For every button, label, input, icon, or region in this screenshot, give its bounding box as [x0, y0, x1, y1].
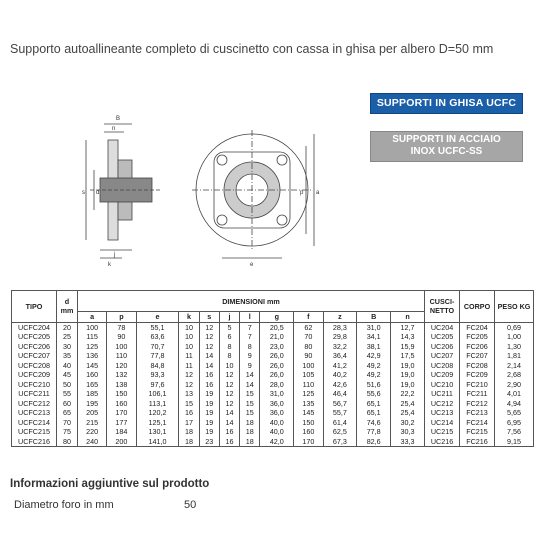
table-cell: 26,0: [260, 370, 294, 380]
label-k: k: [108, 262, 111, 268]
table-cell: 15,9: [391, 342, 425, 352]
table-cell: 13: [179, 389, 199, 399]
page-title: Supporto autoallineante completo di cuscinetto con cassa in ghisa per albero D=50 mm: [10, 42, 494, 56]
table-cell: 77,8: [136, 351, 179, 361]
table-cell: 70: [294, 332, 323, 342]
table-cell: 215: [78, 418, 107, 428]
table-cell: 170: [294, 437, 323, 447]
table-cell: 32,2: [323, 342, 357, 352]
table-cell: 93,3: [136, 370, 179, 380]
table-cell: 14: [240, 380, 260, 390]
table-cell: 19: [199, 399, 219, 409]
table-cell: 35: [57, 351, 78, 361]
table-cell: 14: [199, 361, 219, 371]
table-cell: 25,4: [391, 408, 425, 418]
table-cell: 28,3: [323, 322, 357, 332]
table-cell: 16: [199, 370, 219, 380]
table-cell: 16: [219, 427, 239, 437]
table-cell: 30,2: [391, 418, 425, 428]
table-cell: 25,4: [391, 399, 425, 409]
table-cell: 55,1: [136, 322, 179, 332]
table-cell: 45: [57, 370, 78, 380]
table-cell: 135: [294, 399, 323, 409]
table-cell: 7,56: [495, 427, 534, 437]
table-cell: 120,2: [136, 408, 179, 418]
table-row: [12, 370, 534, 380]
table-cell: FC213: [460, 408, 495, 418]
table-cell: UCFC210: [12, 380, 57, 390]
table-cell: 165: [78, 380, 107, 390]
table-cell: 19,0: [391, 370, 425, 380]
table-cell: UC216: [425, 437, 460, 447]
label-j: j: [114, 252, 116, 258]
table-cell: 1,81: [495, 351, 534, 361]
table-cell: 14,3: [391, 332, 425, 342]
table-cell: FC216: [460, 437, 495, 447]
supporti-ghisa-button[interactable]: [370, 93, 523, 114]
table-cell: 19: [199, 389, 219, 399]
table-cell: 22,2: [391, 389, 425, 399]
table-row: [12, 399, 534, 409]
table-cell: 6: [219, 332, 239, 342]
table-cell: 36,4: [323, 351, 357, 361]
table-cell: 20,5: [260, 322, 294, 332]
table-cell: 16: [179, 408, 199, 418]
table-cell: UC210: [425, 380, 460, 390]
table-row: [12, 408, 534, 418]
table-cell: 115: [78, 332, 107, 342]
table-cell: 12: [179, 370, 199, 380]
table-cell: UCFC208: [12, 361, 57, 371]
table-cell: 70: [57, 418, 78, 428]
table-cell: 100: [78, 322, 107, 332]
table-cell: UCFC211: [12, 389, 57, 399]
table-cell: 19: [199, 408, 219, 418]
table-cell: 19: [199, 418, 219, 428]
table-cell: 55,7: [323, 408, 357, 418]
table-cell: FC205: [460, 332, 495, 342]
table-cell: 15: [240, 389, 260, 399]
table-cell: 150: [294, 418, 323, 428]
table-cell: 9: [240, 351, 260, 361]
table-cell: 120: [107, 361, 136, 371]
info-title: Informazioni aggiuntive sul prodotto: [10, 478, 210, 490]
table-cell: 15: [179, 399, 199, 409]
table-cell: FC215: [460, 427, 495, 437]
table-cell: 19,0: [391, 361, 425, 371]
table-row: [12, 351, 534, 361]
table-cell: 40,0: [260, 427, 294, 437]
table-row: [12, 361, 534, 371]
info-value: 50: [184, 499, 197, 511]
table-cell: 220: [78, 427, 107, 437]
table-cell: UC211: [425, 389, 460, 399]
table-row: [12, 389, 534, 399]
table-row: [12, 380, 534, 390]
table-cell: 17,5: [391, 351, 425, 361]
table-cell: 125: [294, 389, 323, 399]
table-cell: 42,0: [260, 437, 294, 447]
table-cell: 12: [199, 342, 219, 352]
table-cell: 2,90: [495, 380, 534, 390]
table-cell: 8: [219, 342, 239, 352]
table-cell: 36,0: [260, 399, 294, 409]
table-cell: 7: [240, 332, 260, 342]
table-cell: 130,1: [136, 427, 179, 437]
th-dim-3: k: [179, 312, 199, 323]
table-cell: 106,1: [136, 389, 179, 399]
table-cell: 23: [199, 437, 219, 447]
th-dim-5: j: [219, 312, 239, 323]
table-cell: UCFC207: [12, 351, 57, 361]
spec-table: [11, 290, 534, 447]
table-cell: 55: [57, 389, 78, 399]
table-cell: FC212: [460, 399, 495, 409]
label-p: p: [300, 190, 304, 196]
table-cell: 65,1: [357, 399, 391, 409]
table-cell: 62: [294, 322, 323, 332]
table-row: [12, 427, 534, 437]
table-cell: 62,5: [323, 427, 357, 437]
supporti-acciaio-label-1: SUPPORTI IN ACCIAIO: [392, 134, 501, 145]
table-cell: 31,0: [260, 389, 294, 399]
table-cell: 20: [57, 322, 78, 332]
table-cell: 14: [240, 370, 260, 380]
table-row: [12, 418, 534, 428]
table-cell: 42,9: [357, 351, 391, 361]
th-corpo: CORPO: [460, 291, 495, 323]
table-cell: 200: [107, 437, 136, 447]
table-cell: 19: [199, 427, 219, 437]
table-cell: 5,65: [495, 408, 534, 418]
table-cell: 10: [179, 342, 199, 352]
table-cell: 49,2: [357, 361, 391, 371]
label-e: e: [250, 262, 254, 268]
table-cell: 12: [219, 399, 239, 409]
table-cell: 240: [78, 437, 107, 447]
th-dim-7: g: [260, 312, 294, 323]
table-cell: FC211: [460, 389, 495, 399]
table-cell: 141,0: [136, 437, 179, 447]
table-cell: 105: [294, 370, 323, 380]
table-cell: UC204: [425, 322, 460, 332]
th-dim-11: n: [391, 312, 425, 323]
table-cell: 18: [179, 427, 199, 437]
th-dim-8: f: [294, 312, 323, 323]
table-cell: 12,7: [391, 322, 425, 332]
table-cell: 185: [78, 389, 107, 399]
table-cell: 12: [199, 322, 219, 332]
table-cell: 160: [107, 399, 136, 409]
table-cell: UC213: [425, 408, 460, 418]
table-cell: FC214: [460, 418, 495, 428]
bolt-hole-1: [217, 155, 227, 165]
table-cell: 84,8: [136, 361, 179, 371]
table-row: [12, 322, 534, 332]
table-cell: UC206: [425, 342, 460, 352]
table-cell: 0,69: [495, 322, 534, 332]
table-cell: 56,7: [323, 399, 357, 409]
th-d-label: d: [64, 297, 70, 307]
table-cell: 12: [179, 380, 199, 390]
table-cell: 30: [57, 342, 78, 352]
table-cell: 30,3: [391, 427, 425, 437]
table-cell: 10: [179, 332, 199, 342]
th-dimensioni: DIMENSIONI mm: [78, 291, 425, 312]
table-cell: 61,4: [323, 418, 357, 428]
table-cell: 74,6: [357, 418, 391, 428]
table-cell: UCFC216: [12, 437, 57, 447]
label-a: a: [316, 190, 320, 196]
table-cell: UCFC214: [12, 418, 57, 428]
table-cell: 1,00: [495, 332, 534, 342]
table-cell: 42,6: [323, 380, 357, 390]
table-cell: UC212: [425, 399, 460, 409]
table-cell: UC207: [425, 351, 460, 361]
table-cell: 12: [219, 370, 239, 380]
table-cell: UCFC215: [12, 427, 57, 437]
th-dim-4: s: [199, 312, 219, 323]
table-cell: 160: [294, 427, 323, 437]
table-cell: 110: [107, 351, 136, 361]
table-cell: 75: [57, 427, 78, 437]
th-dim-9: z: [323, 312, 357, 323]
label-d: d: [96, 190, 100, 196]
table-cell: 18: [240, 437, 260, 447]
table-cell: 78: [107, 322, 136, 332]
table-cell: 29,8: [323, 332, 357, 342]
table-cell: UCFC212: [12, 399, 57, 409]
table-cell: 18: [240, 427, 260, 437]
table-cell: UCFC204: [12, 322, 57, 332]
table-cell: 8: [219, 351, 239, 361]
table-cell: 5: [219, 322, 239, 332]
table-cell: 15: [240, 408, 260, 418]
table-cell: 2,68: [495, 370, 534, 380]
table-cell: 36,0: [260, 408, 294, 418]
table-cell: 12: [219, 389, 239, 399]
supporti-acciaio-button[interactable]: [370, 131, 523, 162]
table-cell: 14: [219, 418, 239, 428]
table-cell: 184: [107, 427, 136, 437]
table-cell: 100: [294, 361, 323, 371]
table-cell: 100: [107, 342, 136, 352]
table-cell: 10: [179, 322, 199, 332]
table-cell: 18: [240, 418, 260, 428]
table-cell: UC215: [425, 427, 460, 437]
table-cell: 125,1: [136, 418, 179, 428]
th-dim-0: a: [78, 312, 107, 323]
table-cell: 23,0: [260, 342, 294, 352]
table-cell: UCFC206: [12, 342, 57, 352]
table-cell: 40,2: [323, 370, 357, 380]
table-cell: 63,6: [136, 332, 179, 342]
table-cell: 77,8: [357, 427, 391, 437]
table-cell: 50: [57, 380, 78, 390]
table-cell: 11: [179, 361, 199, 371]
table-cell: 46,4: [323, 389, 357, 399]
th-d-unit: mm: [60, 306, 74, 316]
table-cell: 82,6: [357, 437, 391, 447]
table-cell: 8: [240, 342, 260, 352]
label-b: B: [116, 116, 121, 122]
table-cell: FC206: [460, 342, 495, 352]
table-cell: 6,95: [495, 418, 534, 428]
th-dim-10: B: [357, 312, 391, 323]
table-cell: 21,0: [260, 332, 294, 342]
th-peso: PESO KG: [495, 291, 534, 323]
th-dim-1: p: [107, 312, 136, 323]
table-row: [12, 332, 534, 342]
table-cell: FC210: [460, 380, 495, 390]
table-cell: 145: [78, 361, 107, 371]
table-cell: 70,7: [136, 342, 179, 352]
table-cell: 65: [57, 408, 78, 418]
table-cell: 25: [57, 332, 78, 342]
table-cell: 150: [107, 389, 136, 399]
table-cell: 33,3: [391, 437, 425, 447]
table-cell: 80: [294, 342, 323, 352]
table-cell: 31,0: [357, 322, 391, 332]
table-cell: 18: [179, 437, 199, 447]
table-cell: 132: [107, 370, 136, 380]
table-row: [12, 437, 534, 447]
table-cell: 2,14: [495, 361, 534, 371]
table-cell: UCFC209: [12, 370, 57, 380]
table-cell: 9: [240, 361, 260, 371]
table-cell: 97,6: [136, 380, 179, 390]
table-cell: 4,94: [495, 399, 534, 409]
table-cell: 12: [219, 380, 239, 390]
supporti-acciaio-label-2: INOX UCFC-SS: [410, 146, 483, 157]
table-cell: 19,0: [391, 380, 425, 390]
table-cell: 7: [240, 322, 260, 332]
label-n: n: [112, 126, 116, 132]
table-cell: 15: [240, 399, 260, 409]
table-cell: 170: [107, 408, 136, 418]
table-cell: UC214: [425, 418, 460, 428]
table-cell: 40: [57, 361, 78, 371]
table-cell: 67,3: [323, 437, 357, 447]
table-cell: 177: [107, 418, 136, 428]
table-cell: UC205: [425, 332, 460, 342]
table-cell: 11: [179, 351, 199, 361]
bolt-hole-2: [277, 155, 287, 165]
table-cell: 195: [78, 399, 107, 409]
table-cell: 65,1: [357, 408, 391, 418]
table-cell: 90: [107, 332, 136, 342]
th-d: [57, 291, 78, 323]
table-cell: 1,30: [495, 342, 534, 352]
table-cell: FC209: [460, 370, 495, 380]
table-cell: 41,2: [323, 361, 357, 371]
table-cell: 51,6: [357, 380, 391, 390]
table-cell: 205: [78, 408, 107, 418]
table-cell: 80: [57, 437, 78, 447]
table-cell: 28,0: [260, 380, 294, 390]
table-cell: 16: [199, 380, 219, 390]
table-cell: 125: [78, 342, 107, 352]
table-row: [12, 342, 534, 352]
table-cell: 17: [179, 418, 199, 428]
table-cell: 34,1: [357, 332, 391, 342]
bolt-hole-4: [277, 215, 287, 225]
info-label: Diametro foro in mm: [14, 499, 114, 511]
table-cell: 160: [78, 370, 107, 380]
table-cell: 40,0: [260, 418, 294, 428]
th-dim-6: l: [240, 312, 260, 323]
table-cell: 136: [78, 351, 107, 361]
table-cell: 138: [107, 380, 136, 390]
table-cell: 110: [294, 380, 323, 390]
table-cell: 38,1: [357, 342, 391, 352]
table-cell: UCFC213: [12, 408, 57, 418]
table-cell: 145: [294, 408, 323, 418]
th-tipo: TIPO: [12, 291, 57, 323]
table-cell: 90: [294, 351, 323, 361]
table-cell: FC207: [460, 351, 495, 361]
table-cell: 14: [219, 408, 239, 418]
table-cell: 55,6: [357, 389, 391, 399]
table-cell: 10: [219, 361, 239, 371]
th-dim-2: e: [136, 312, 179, 323]
table-cell: 14: [199, 351, 219, 361]
table-cell: 49,2: [357, 370, 391, 380]
table-cell: FC204: [460, 322, 495, 332]
table-cell: 113,1: [136, 399, 179, 409]
technical-drawing: [82, 100, 322, 270]
supporti-ghisa-label: SUPPORTI IN GHISA UCFC: [376, 97, 517, 109]
table-cell: 12: [199, 332, 219, 342]
table-cell: 4,01: [495, 389, 534, 399]
table-cell: 9,15: [495, 437, 534, 447]
th-cuscinetto: CUSCI- NETTO: [425, 291, 460, 323]
label-s: s: [82, 190, 85, 196]
table-cell: FC208: [460, 361, 495, 371]
table-cell: UC208: [425, 361, 460, 371]
table-cell: 60: [57, 399, 78, 409]
bolt-hole-3: [217, 215, 227, 225]
table-cell: UC209: [425, 370, 460, 380]
table-cell: 26,0: [260, 351, 294, 361]
table-cell: 26,0: [260, 361, 294, 371]
table-cell: UCFC205: [12, 332, 57, 342]
table-cell: 16: [219, 437, 239, 447]
